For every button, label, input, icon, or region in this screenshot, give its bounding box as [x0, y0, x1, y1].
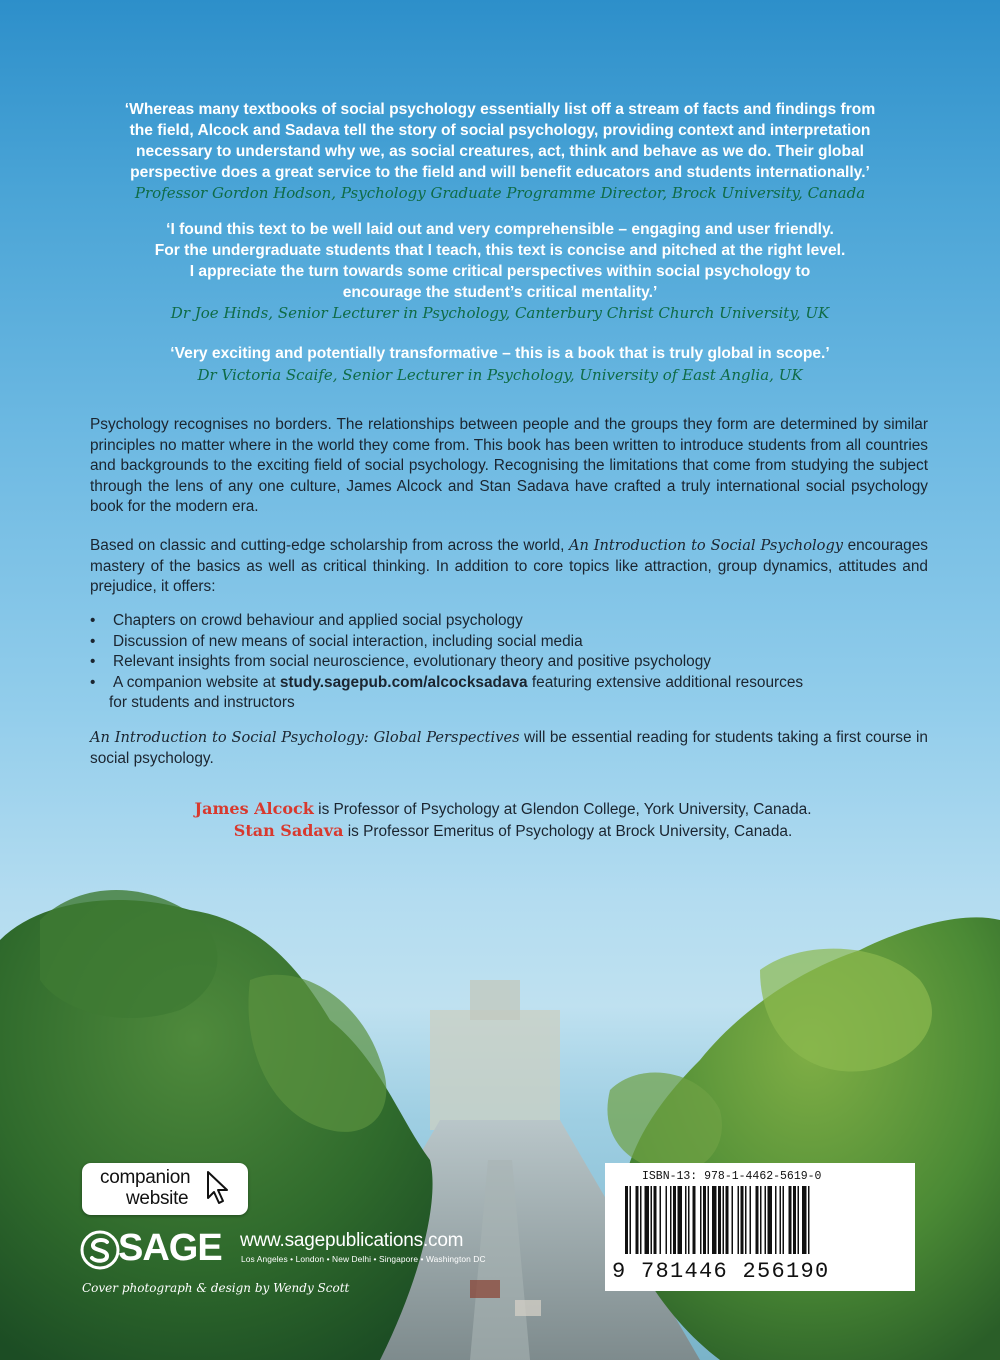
barcode-bar: [789, 1186, 792, 1254]
barcode-bar: [700, 1186, 702, 1254]
text-span: Based on classic and cutting-edge scholarship from across the world,: [90, 537, 569, 554]
list-item-text: for students and instructors: [109, 694, 295, 711]
quote-line: the field, Alcock and Sadava tell the story of social psychology, providing context and interpretation: [129, 122, 871, 139]
bullet: •: [90, 673, 96, 691]
barcode-bar: [640, 1186, 642, 1254]
quote-line: ‘I found this text to be well laid out and very comprehensible – engaging and user friendly.: [166, 221, 834, 238]
quote-line: I appreciate the turn towards some critical perspectives within social psychology to: [189, 263, 811, 280]
badge-line-1: companion: [100, 1167, 191, 1188]
paragraph-text: [90, 728, 928, 769]
author-bio: is Professor Emeritus of Psychology at Brock University, Canada.: [343, 823, 793, 840]
description-paragraph-2: [90, 536, 928, 598]
barcode-bar: [756, 1186, 759, 1254]
review-quote-3: [70, 343, 930, 364]
barcode-bar: [780, 1186, 782, 1254]
barcode-bar: [625, 1186, 628, 1254]
author-bio-1: [0, 798, 1000, 821]
barcode-bar: [768, 1186, 773, 1254]
barcode-bar: [802, 1186, 807, 1254]
quote-attribution-2: Dr Joe Hinds, Senior Lecturer in Psychology, Canterbury Christ Church University, UK: [170, 304, 830, 322]
author-bio: is Professor of Psychology at Glendon College, York University, Canada.: [313, 801, 812, 818]
paragraph-text: Psychology recognises no borders. The relationships between people and the groups they form are determined by similar principles no matter where in the world they come from. This book has been written to introduce students from all countries and backgrounds to the exciting field of social psychology. Recognising the limitations that come from studying the subject through the lens of any one culture, James Alcock and Stan Sadava have crafted a truly international social psychology book for the modern era.: [90, 416, 928, 515]
barcode-bar: [712, 1186, 717, 1254]
barcode-bars: [615, 1186, 905, 1258]
quote-line: necessary to understand why we, as social creatures, act, think and behave as we do. Their global: [136, 143, 864, 160]
barcode-bar: [793, 1186, 796, 1254]
author-bio-2: [0, 820, 1000, 843]
paragraph-text: [90, 536, 928, 598]
list-item: [90, 652, 928, 673]
barcode-bar: [688, 1186, 690, 1254]
quote-line: encourage the student’s critical mentality.’: [342, 284, 658, 301]
quote-attribution-3: Dr Victoria Scaife, Senior Lecturer in Psychology, University of East Anglia, UK: [197, 366, 803, 384]
publisher-cities: Los Angeles • London • New Delhi • Singapore • Washington DC: [241, 1254, 486, 1264]
badge-line-2: website: [126, 1188, 189, 1209]
barcode-bar: [745, 1186, 747, 1254]
quote-line: ‘Whereas many textbooks of social psychology essentially list off a stream of facts and findings from: [124, 101, 876, 118]
barcode-bar: [732, 1186, 734, 1254]
sage-logo-icon: [80, 1230, 120, 1270]
isbn-digits: 9 781446 256190: [612, 1259, 830, 1284]
quote-line: ‘Very exciting and potentially transformative – this is a book that is truly global in scope.’: [170, 345, 830, 362]
quote-line: For the undergraduate students that I teach, this text is concise and pitched at the right level.: [154, 242, 846, 259]
barcode-bar: [783, 1186, 785, 1254]
barcode-bar: [645, 1186, 650, 1254]
review-quote-1: [70, 99, 930, 183]
list-item-text: Discussion of new means of social interaction, including social media: [113, 632, 583, 650]
description-paragraph-3: [90, 728, 928, 769]
barcode-bar: [685, 1186, 687, 1254]
barcode-bar: [808, 1186, 810, 1254]
barcode-bar: [670, 1186, 672, 1254]
publisher-url[interactable]: www.sagepublications.com: [240, 1230, 464, 1251]
list-item-text: A companion website at: [113, 673, 280, 691]
author-name: Stan Sadava: [233, 821, 344, 840]
barcode-bar: [723, 1186, 725, 1254]
barcode-bar: [673, 1186, 676, 1254]
list-item-text: Chapters on crowd behaviour and applied social psychology: [113, 612, 523, 629]
barcode-bar: [654, 1186, 657, 1254]
bullet: •: [90, 632, 96, 650]
publisher-name: SAGE: [118, 1227, 222, 1269]
text-span: will be essential reading for students taking a first course in social psychology.: [90, 729, 928, 767]
barcode-bar: [741, 1186, 744, 1254]
barcode-bar: [760, 1186, 762, 1254]
text-span: encourages mastery of the basics as well as critical thinking. In addition to core topics like attraction, group dynamics, attitudes and prejudice, it offers:: [90, 537, 928, 595]
barcode-bar: [693, 1186, 696, 1254]
barcode-bar: [750, 1186, 752, 1254]
quote-attribution-1: Professor Gordon Hodson, Psychology Graduate Programme Director, Brock University, Canada: [134, 184, 866, 202]
list-item: [90, 673, 928, 714]
barcode-bar: [636, 1186, 639, 1254]
barcode-bar: [775, 1186, 777, 1254]
list-item: [90, 632, 928, 653]
feature-list: [90, 611, 928, 714]
description-paragraph-1: [90, 415, 928, 518]
barcode-bar: [718, 1186, 721, 1254]
bullet: •: [90, 612, 96, 629]
book-title: An Introduction to Social Psychology: [568, 537, 844, 554]
list-item-text: featuring extensive additional resources: [527, 673, 804, 691]
review-quote-2: [70, 219, 930, 303]
barcode-bar: [708, 1186, 710, 1254]
book-title: An Introduction to Social Psychology: Global Perspectives: [90, 729, 520, 746]
cover-credit: Cover photograph & design by Wendy Scott: [82, 1281, 350, 1295]
barcode-bar: [703, 1186, 706, 1254]
companion-website-link[interactable]: study.sagepub.com/alcocksadava: [279, 673, 528, 691]
list-item: [90, 611, 928, 632]
bullet: •: [90, 653, 96, 670]
barcode-bar: [666, 1186, 668, 1254]
barcode-bar: [651, 1186, 653, 1254]
isbn-label: ISBN-13: 978-1-4462-5619-0: [642, 1170, 822, 1183]
barcode-bar: [630, 1186, 632, 1254]
mouse-pointer-icon: [206, 1170, 232, 1206]
barcode-bar: [765, 1186, 767, 1254]
barcode-bar: [678, 1186, 683, 1254]
author-name: James Alcock: [194, 799, 314, 818]
quote-line: perspective does a great service to the field and will benefit educators and students internationally.’: [130, 164, 870, 181]
barcode-bar: [738, 1186, 740, 1254]
barcode-bar: [660, 1186, 662, 1254]
list-item-text: Relevant insights from social neuroscience, evolutionary theory and positive psychology: [113, 653, 711, 670]
barcode-bar: [798, 1186, 800, 1254]
barcode-bar: [726, 1186, 729, 1254]
